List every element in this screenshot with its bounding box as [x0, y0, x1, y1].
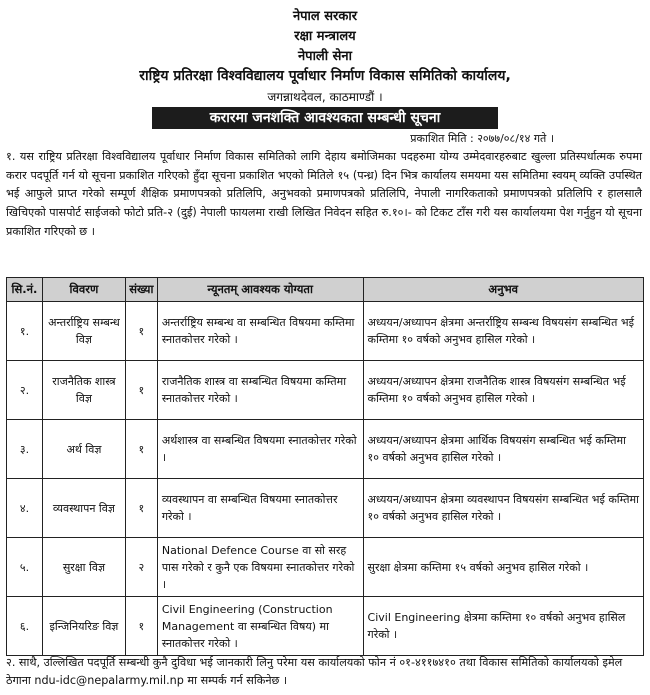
ministry-name: रक्षा मन्त्रालय: [294, 29, 356, 44]
cell-post: अर्थ विज्ञ: [42, 420, 125, 479]
cell-post: सुरक्षा विज्ञ: [42, 538, 125, 597]
cell-experience: अध्ययन/अध्यापन क्षेत्रमा आर्थिक विषयसंग सम्बन्धित भई कम्तिमा १० वर्षको अनुभव हासिल गरेको ।: [363, 420, 643, 479]
notice-paragraph-1: [6, 148, 642, 242]
table-row: [7, 597, 644, 656]
table-row: [7, 479, 644, 538]
government-name: नेपाल सरकार: [292, 9, 358, 24]
cell-qualification: व्यवस्थापन वा सम्बन्धित विषयमा स्नातकोत्तर गरेको ।: [157, 479, 363, 538]
header-experience: अनुभव: [363, 278, 643, 302]
cell-qualification: Civil Engineering (Construction Management वा सम्बन्धित विषय) मा स्नातकोत्तर गरेको ।: [157, 597, 363, 656]
header-sn: सि.नं.: [7, 278, 43, 302]
table-row: [7, 361, 644, 420]
office-name: राष्ट्रिय प्रतिरक्षा विश्वविद्यालय पूर्वाधार निर्माण विकास समितिको कार्यालय,: [139, 68, 511, 84]
cell-sn: ३.: [7, 420, 43, 479]
cell-sn: २.: [7, 361, 43, 420]
cell-qualification: National Defence Course वा सो सरह पास गरेको र कुनै एक विषयमा स्नातकोत्तर गरेको ।: [157, 538, 363, 597]
office-address: जगन्नाथदेवल, काठमाण्डौं ।: [267, 90, 383, 104]
cell-experience: अध्ययन/अध्यापन क्षेत्रमा व्यवस्थापन विषयसंग सम्बन्धित भई कम्तिमा १० वर्षको अनुभव हासिल गरेको ।: [363, 479, 643, 538]
cell-qualification: राजनैतिक शास्त्र वा सम्बन्धित विषयमा कम्तिमा स्नातकोत्तर गरेको ।: [157, 361, 363, 420]
cell-qualification: अन्तर्राष्ट्रिय सम्बन्ध वा सम्बन्धित विषयमा कम्तिमा स्नातकोत्तर गरेको ।: [157, 302, 363, 361]
cell-experience: अध्ययन/अध्यापन क्षेत्रमा अन्तर्राष्ट्रिय सम्बन्ध विषयसंग सम्बन्धित भई कम्तिमा १० वर्षको अनुभव हासिल गरेको ।: [363, 302, 643, 361]
cell-sn: ४.: [7, 479, 43, 538]
cell-count: १: [125, 302, 157, 361]
cell-sn: १.: [7, 302, 43, 361]
vacancy-table: [6, 277, 644, 656]
table-row: [7, 538, 644, 597]
table-row: [7, 420, 644, 479]
cell-count: १: [125, 420, 157, 479]
paragraph-1-text: १. यस राष्ट्रिय प्रतिरक्षा विश्वविद्यालय पूर्वाधार निर्माण विकास समितिको लागि देहाय बमोजिमका पदहरुमा योग्य उम्मेदवारहरुबाट खुल्ला प्रतिस्पर्धात्मक रुपमा करार पदपूर्ति गर्न यो सूचना प्रकाशित गरिएको हुँदा सूचना प्रकाशित भएको मितिले १५ (पन्ध्र) दिन भित्र कार्यालय समयमा यस समितिमा स्वयम् व्यक्ति उपस्थित भई आफुले प्राप्त गरेको सम्पूर्ण शैक्षिक प्रमाणपत्रको प्रतिलिपि, अनुभवको प्रमाणपत्रको प्रतिलिपि, नेपाली नागरिकताको प्रमाणपत्रको प्रतिलिपि र हालसालै खिचिएको पासपोर्ट साईजको फोटो प्रति-२ (दुई) नेपाली फायलमा राखी लिखित निवेदन सहित रु.१०।- को टिकट टाँस गरी यस कार्यालयमा पेश गर्नुहुन यो सूचना प्रकाशित गरिएको छ ।: [6, 150, 642, 238]
cell-experience: सुरक्षा क्षेत्रमा कम्तिमा १५ वर्षको अनुभव हासिल गरेको ।: [363, 538, 643, 597]
header-qualification: न्यूनतम् आवश्यक योग्यता: [157, 278, 363, 302]
header-count: संख्या: [125, 278, 157, 302]
table-row: [7, 302, 644, 361]
cell-sn: ५.: [7, 538, 43, 597]
cell-count: १: [125, 597, 157, 656]
cell-post: व्यवस्थापन विज्ञ: [42, 479, 125, 538]
table-header-row: [7, 278, 644, 302]
cell-qualification: अर्थशास्त्र वा सम्बन्धित विषयमा स्नातकोत्तर गरेको ।: [157, 420, 363, 479]
notice-title: करारमा जनशक्ति आवश्यकता सम्बन्धी सूचना: [152, 107, 498, 129]
cell-experience: Civil Engineering क्षेत्रमा कम्तिमा १० वर्षको अनुभव हासिल गरेको ।: [363, 597, 643, 656]
army-name: नेपाली सेना: [297, 49, 353, 64]
cell-sn: ६.: [7, 597, 43, 656]
cell-post: राजनैतिक शास्त्र विज्ञ: [42, 361, 125, 420]
cell-count: १: [125, 361, 157, 420]
cell-count: २: [125, 538, 157, 597]
cell-post: इन्जिनियरिङ विज्ञ: [42, 597, 125, 656]
cell-experience: अध्ययन/अध्यापन क्षेत्रमा राजनैतिक शास्त्र विषयसंग सम्बन्धित भई कम्तिमा १० वर्षको अनुभव हासिल गरेको ।: [363, 361, 643, 420]
published-date: प्रकाशित मिति : २०७७/०८/१४ गते ।: [410, 132, 554, 145]
cell-post: अन्तर्राष्ट्रिय सम्बन्ध विज्ञ: [42, 302, 125, 361]
cell-count: १: [125, 479, 157, 538]
notice-paragraph-2: २. साथै, उल्लिखित पदपूर्ति सम्बन्धी कुनै दुविधा भई जानकारी लिनु परेमा यस कार्यालयको फोन नं ०१-४११७४१० तथा विकास समितिको कार्यालयको इमेल ठेगाना ndu-idc@nepalarmy.mil.np मा सम्पर्क गर्न सकिनेछ ।: [6, 656, 623, 687]
header-post: विवरण: [42, 278, 125, 302]
